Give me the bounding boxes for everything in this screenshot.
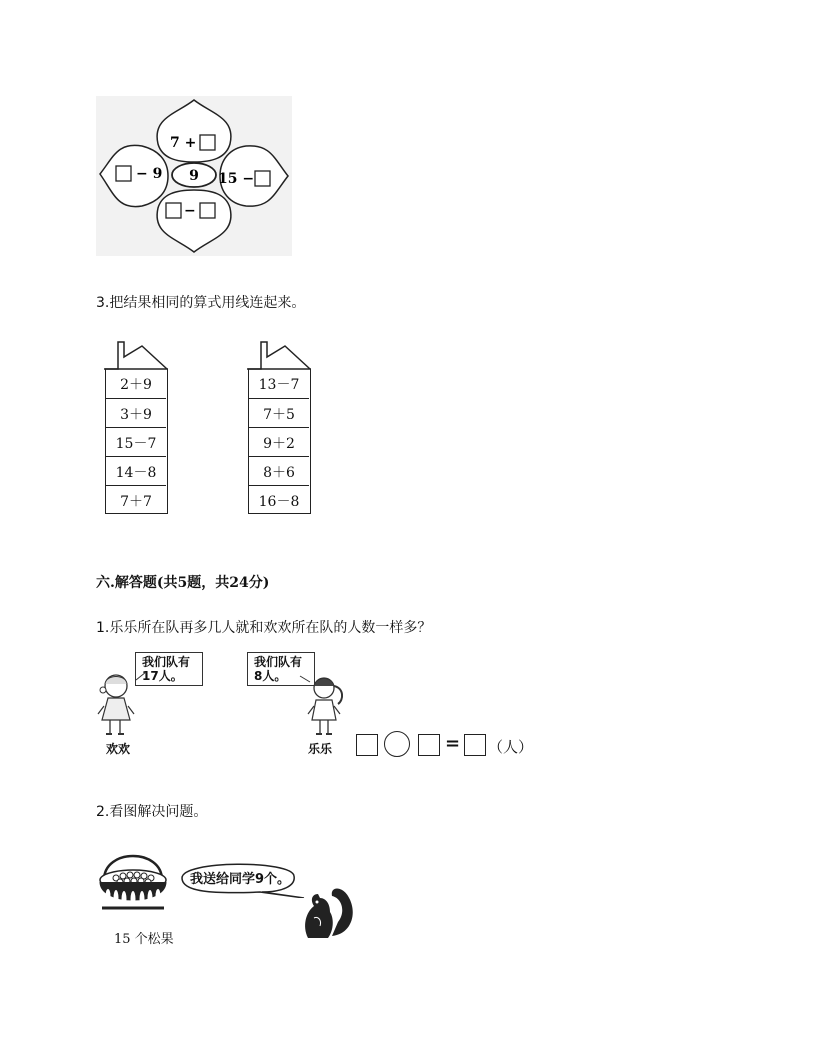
speech-bubble-line: 8人。 [254,669,287,683]
house-left [104,338,168,516]
flower-drawing [96,96,292,256]
answer-box[interactable] [255,171,270,186]
answer-box-2[interactable] [418,734,440,756]
speech-bubble-text: 我送给同学9个。 [190,872,291,887]
house-left-cell[interactable]: 2＋9 [120,376,152,393]
flower-center-number: 9 [189,168,199,184]
answer-box-3[interactable] [464,734,486,756]
basket-icon [96,852,170,922]
house-left-cell[interactable]: 15－7 [106,427,166,457]
flower-bottom-operator: − [184,203,196,219]
house-right-cell[interactable]: 13－7 [258,376,300,393]
equals-sign: = [445,733,461,754]
answer-box[interactable] [116,166,131,181]
flower-figure [96,96,292,256]
house-right-cell[interactable]: 7＋5 [249,398,309,428]
unit-label: （人） [488,738,534,756]
house-right [247,338,311,516]
speech-bubble-line: 我们队有 [254,655,303,669]
girl-huanhuan-icon [96,670,156,742]
answer-box[interactable] [200,203,215,218]
house-right-cell[interactable]: 9＋2 [249,427,309,457]
basket-caption: 15 个松果 [114,932,174,947]
answer-box[interactable] [166,203,181,218]
girl-lele-icon [296,674,356,740]
speech-bubble-line: 我们队有 [142,655,191,669]
squirrel-icon [302,882,358,940]
house-right-cell[interactable]: 8＋6 [249,456,309,486]
house-left-cell[interactable]: 3＋9 [106,398,166,428]
name-lele: 乐乐 [308,742,333,756]
section-title: 六.解答题(共5题，共24分) [96,575,270,591]
house-roof-icon [247,338,311,370]
house-left-cell[interactable]: 14－8 [106,456,166,486]
answer-box-1[interactable] [356,734,378,756]
problem-2-text: 2.看图解决问题。 [96,804,208,820]
name-huanhuan: 欢欢 [106,742,131,756]
house-roof-icon [104,338,168,370]
flower-right-expression: 15 − [218,171,255,187]
answer-box[interactable] [200,135,215,150]
operator-circle[interactable] [384,731,410,757]
problem-1-text: 1.乐乐所在队再多几人就和欢欢所在队的人数一样多？ [96,620,432,636]
question-3-text: 3.把结果相同的算式用线连起来。 [96,295,306,311]
flower-top-expression: 7 + [170,135,197,151]
house-right-cell[interactable]: 16－8 [249,485,309,515]
flower-left-expression: − 9 [136,166,163,182]
house-left-cell[interactable]: 7＋7 [106,485,166,515]
speech-bubble-line: 17人。 [142,669,183,683]
